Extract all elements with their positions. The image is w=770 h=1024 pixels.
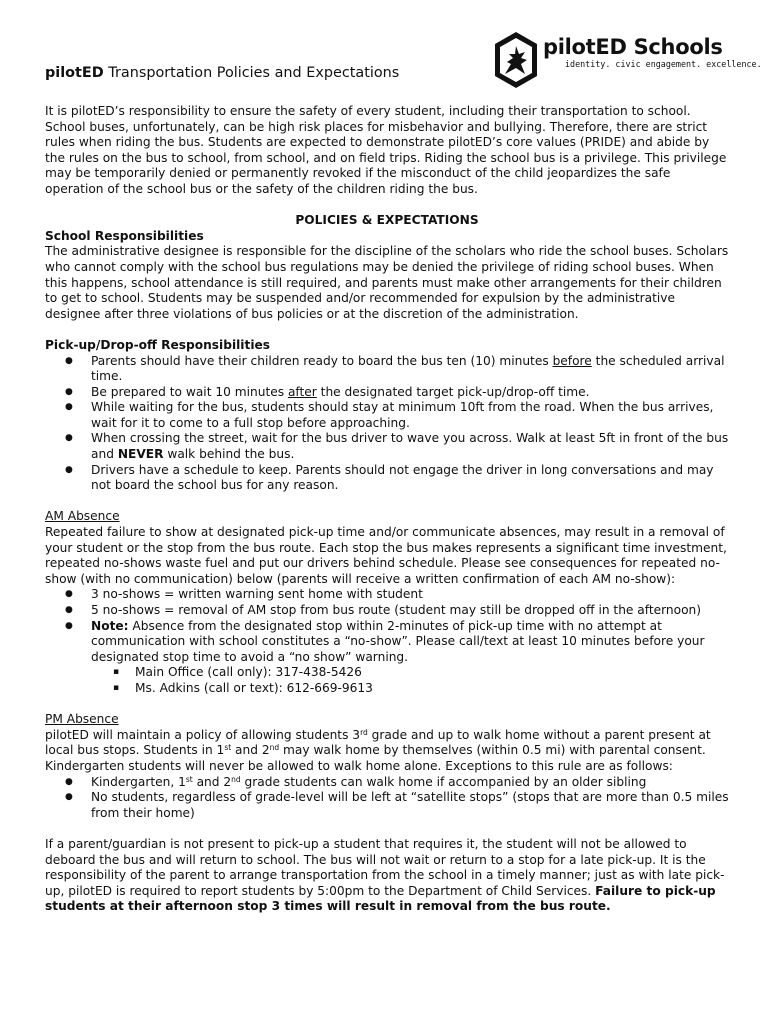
pm-absence-heading: PM Absence bbox=[45, 712, 119, 727]
list-item: ● Be prepared to wait 10 minutes after the designated target pick-up/drop-off time. bbox=[45, 385, 729, 401]
pm-absence-paragraph: pilotED will maintain a policy of allowing students 3rd grade and up to walk home without a parent present at local bus stops. Students in 1st and 2nd may walk home by themselves (within 0.5 mi) with parental consent. Kindergarten students will never be allowed to walk home alone. Exceptions to this rule are as follows: bbox=[45, 727, 711, 773]
closing-paragraph: If a parent/guardian is not present to pick-up a student that requires it, the student will not be allowed to deboard the bus and will return to school. The bus will not wait or return to a stop for a late pick-up. It is the responsibility of the parent to arrange transportation from the school in a timely manner; just as with late pick-up, pilotED is required to report students by 5:00pm to the Department of Child Services. Failure to pick-up students at their afternoon stop 3 times will result in removal from the bus route. bbox=[45, 836, 725, 914]
list-item: ● Parents should have their children ready to board the bus ten (10) minutes before the scheduled arrival time. bbox=[45, 354, 729, 385]
school-resp-paragraph: The administrative designee is responsible for the discipline of the scholars who ride the school buses. Scholars who cannot comply with the school bus regulations may be denied the privilege of riding school buses. When this happens, school attendance is still required, and parents must make other arrangements for their children to get to school. Students may be suspended and/or recommended for expulsion by the administrative designee after three violations of bus policies or at the discretion of the administration. bbox=[45, 244, 729, 321]
list-item: ● Note: Absence from the designated stop within 2-minutes of pick-up time with no attempt at communication with school constitutes a “no-show”. Please call/text at least 10 minutes before your designated stop time to avoid a “no show” warning. ▪ Main Office (call only): 317-438-5426 ▪ Ms. Adkins (call or text): 612-669-9613 bbox=[45, 619, 729, 697]
pickup-heading: Pick-up/Drop-off Responsibilities bbox=[45, 337, 271, 352]
pickup-list bbox=[45, 354, 729, 494]
list-item: ● While waiting for the bus, students should stay at minimum 10ft from the road. When the bus arrives, wait for it to come to a full stop before approaching. bbox=[45, 400, 729, 431]
am-absence-paragraph: Repeated failure to show at designated pick-up time and/or communicate absences, may result in a removal of your student or the stop from the bus route. Each stop the bus makes represents a significant time investment, repeated no-shows waste fuel and put our drivers behind schedule. Please see consequences for repeated no-show (with no communication) below (parents will receive a written confirmation of each AM no-show): bbox=[45, 525, 727, 586]
logo-name: pilotED Schools bbox=[543, 35, 723, 59]
closing-warning: Failure to pick-up students at their afternoon stop 3 times will result in removal from the bus route. bbox=[45, 883, 716, 914]
title-text: Transportation Policies and Expectations bbox=[108, 65, 400, 81]
page-title bbox=[45, 64, 399, 82]
intro-paragraph: It is pilotED’s responsibility to ensure the safety of every student, including their transportation to school. School buses, unfortunately, can be high risk places for misbehavior and bullying. Therefore, there are strict rules when riding the bus. Students are expected to demonstrate pilotED’s core values (PRIDE) and abide by the rules on the bus to school, from school, and on field trips. Riding the school bus is a privilege. This privilege may be temporarily denied or permanently revoked if the misconduct of the child jeopardizes the safe operation of the school bus or the safety of the children riding the bus. bbox=[45, 104, 727, 196]
list-item: ● Drivers have a schedule to keep. Parents should not engage the driver in long conversations and may not board the school bus for any reason. bbox=[45, 463, 729, 494]
title-brand: pilotED bbox=[45, 65, 104, 81]
phoenix-shield-icon bbox=[493, 30, 539, 90]
pm-list bbox=[45, 775, 729, 822]
list-item: ● 3 no-shows = written warning sent home with student bbox=[45, 587, 729, 603]
list-item: ● Kindergarten, 1st and 2nd grade students can walk home if accompanied by an older sibling bbox=[45, 775, 729, 791]
am-absence-heading: AM Absence bbox=[45, 509, 120, 524]
list-item: ● 5 no-shows = removal of AM stop from bus route (student may still be dropped off in the afternoon) bbox=[45, 603, 729, 619]
contact-ms-adkins: ▪ Ms. Adkins (call or text): 612-669-9613 bbox=[45, 681, 729, 697]
policies-heading: POLICIES & EXPECTATIONS bbox=[295, 213, 479, 228]
contact-list bbox=[45, 665, 729, 696]
document-body bbox=[45, 104, 729, 915]
am-list bbox=[45, 587, 729, 696]
list-item: ● No students, regardless of grade-level will be left at “satellite stops” (stops that are more than 0.5 miles from their home) bbox=[45, 790, 729, 821]
logo-tagline: identity. civic engagement. excellence. bbox=[565, 59, 762, 69]
school-logo bbox=[493, 30, 762, 92]
contact-main-office: ▪ Main Office (call only): 317-438-5426 bbox=[45, 665, 729, 681]
list-item: ● When crossing the street, wait for the bus driver to wave you across. Walk at least 5ft in front of the bus and NEVER walk behind the bus. bbox=[45, 431, 729, 462]
school-resp-heading: School Responsibilities bbox=[45, 228, 204, 243]
